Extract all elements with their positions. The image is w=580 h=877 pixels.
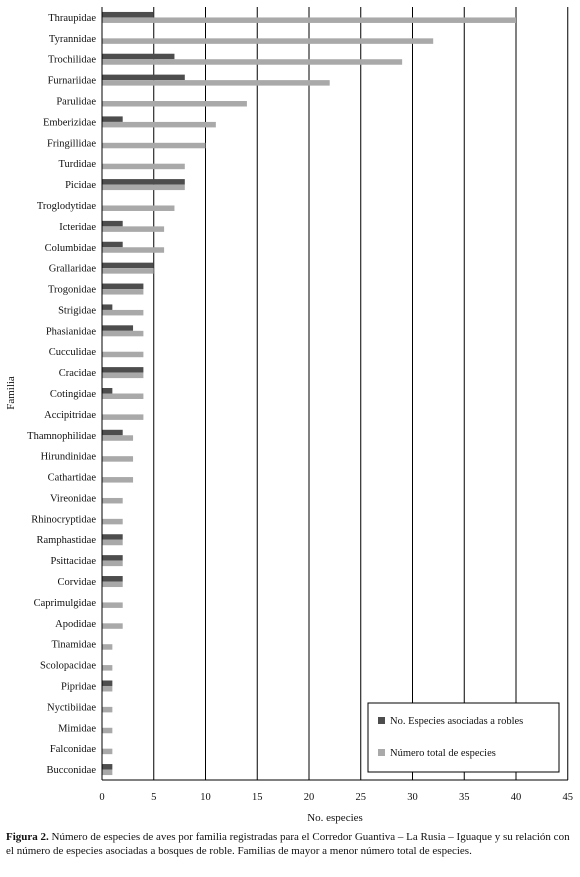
y-axis-title: Familia — [5, 376, 17, 410]
bar-robles — [102, 534, 123, 540]
bar-total — [102, 331, 143, 337]
legend — [368, 703, 559, 772]
category-label: Furnariidae — [47, 75, 96, 87]
category-label: Bucconidae — [46, 765, 96, 777]
legend-label-robles: No. Especies asociadas a robles — [390, 716, 524, 727]
category-label: Emberizidae — [42, 117, 96, 129]
bar-total — [102, 17, 516, 23]
bar-robles — [102, 221, 123, 227]
category-label: Cathartidae — [47, 472, 96, 484]
category-label: Corvidae — [57, 577, 96, 589]
bar-robles — [102, 179, 185, 185]
bar-total — [102, 122, 216, 128]
bar-total — [102, 352, 143, 358]
bar-total — [102, 226, 164, 232]
bar-robles — [102, 555, 123, 561]
category-label: Grallaridae — [48, 263, 96, 275]
bar-total — [102, 707, 112, 713]
category-label: Hirundinidae — [40, 451, 96, 463]
bar-total — [102, 38, 433, 44]
category-label: Accipitridae — [44, 409, 96, 421]
category-label: Ramphastidae — [36, 535, 96, 547]
bar-total — [102, 373, 143, 379]
bar-total — [102, 561, 123, 567]
bar-robles — [102, 263, 154, 269]
bar-total — [102, 498, 123, 504]
legend-box — [368, 703, 559, 772]
category-label: Columbidae — [44, 242, 96, 254]
bar-robles — [102, 242, 123, 248]
bar-robles — [102, 304, 112, 310]
category-label: Vireonidae — [49, 493, 96, 505]
bar-robles — [102, 284, 143, 290]
category-label: Fringillidae — [47, 138, 96, 150]
x-tick-label: 5 — [151, 792, 157, 803]
bar-total — [102, 540, 123, 546]
bar-total — [102, 686, 112, 692]
legend-swatch-total — [378, 749, 385, 756]
legend-label-total: Número total de especies — [390, 748, 496, 759]
bar-robles — [102, 764, 112, 770]
x-axis-title: No. especies — [307, 812, 363, 824]
category-label: Thraupidae — [48, 12, 96, 24]
bar-total — [102, 519, 123, 525]
category-label: Cracidae — [58, 368, 96, 380]
category-label: Psittacidae — [50, 556, 96, 568]
bar-robles — [102, 680, 112, 686]
bar-total — [102, 456, 133, 462]
bar-total — [102, 644, 112, 650]
x-tick-label: 30 — [407, 792, 418, 803]
bar-total — [102, 749, 112, 755]
category-label: Cucculidae — [48, 347, 96, 359]
category-label: Trogonidae — [47, 284, 96, 296]
bar-robles — [102, 388, 112, 394]
bar-total — [102, 289, 143, 295]
bar-robles — [102, 54, 174, 60]
x-tick-label: 10 — [200, 792, 211, 803]
category-label: Tinamidae — [51, 639, 96, 651]
category-label: Phasianidae — [45, 326, 96, 338]
bar-total — [102, 310, 143, 316]
category-label: Caprimulgidae — [33, 597, 96, 609]
bar-robles — [102, 12, 154, 18]
bar-total — [102, 435, 133, 441]
x-tick-label: 15 — [252, 792, 263, 803]
category-label: Pipridae — [61, 681, 96, 693]
bar-robles — [102, 430, 123, 436]
category-label: Picidae — [65, 180, 96, 192]
bar-robles — [102, 116, 123, 122]
category-label: Falconidae — [49, 744, 96, 756]
caption-text: Número de especies de aves por familia registradas para el Corredor Guantiva – La Rusia – Iguaque y su relación con el número de especies asociadas a bosques de roble. Familias de mayor a menor número total de especies. — [6, 831, 570, 857]
bar-total — [102, 477, 133, 483]
category-label: Parulidae — [56, 96, 96, 108]
bar-robles — [102, 367, 143, 373]
x-tick-label: 45 — [562, 792, 573, 803]
category-label: Tyrannidae — [48, 33, 96, 45]
bar-total — [102, 582, 123, 588]
bar-total — [102, 143, 206, 149]
bar-total — [102, 602, 123, 608]
category-label: Strigidae — [58, 305, 96, 317]
category-label: Mimidae — [58, 723, 96, 735]
x-tick-label: 40 — [510, 792, 522, 803]
category-label: Nyctibiidae — [47, 702, 96, 714]
category-label: Rhinocryptidae — [31, 514, 96, 526]
category-label: Trochilidae — [47, 54, 96, 66]
category-label: Scolopacidae — [40, 660, 96, 672]
caption-label: Figura 2. — [6, 831, 49, 843]
x-tick-label: 25 — [355, 792, 366, 803]
bar-total — [102, 394, 143, 400]
x-tick-label: 0 — [99, 792, 105, 803]
legend-swatch-robles — [378, 717, 385, 724]
bar-total — [102, 247, 164, 253]
bar-robles — [102, 75, 185, 81]
bar-total — [102, 623, 123, 629]
bar-total — [102, 101, 247, 107]
bar-total — [102, 80, 330, 86]
category-label: Cotingidae — [49, 389, 96, 400]
bar-total — [102, 770, 112, 776]
bar-total — [102, 185, 185, 191]
category-label: Turdidae — [58, 159, 96, 171]
category-label: Troglodytidae — [36, 200, 96, 212]
bar-total — [102, 414, 143, 420]
bar-total — [102, 268, 154, 274]
bar-total — [102, 665, 112, 671]
category-label: Thamnophilidae — [27, 430, 96, 442]
bar-total — [102, 205, 174, 211]
x-tick-label: 20 — [303, 792, 315, 803]
bar-total — [102, 59, 402, 65]
category-label: Icteridae — [59, 221, 96, 233]
bar-robles — [102, 576, 123, 582]
x-tick-label: 35 — [459, 792, 470, 803]
bar-total — [102, 728, 112, 734]
category-label: Apodidae — [55, 618, 96, 630]
figure-caption — [6, 830, 574, 858]
bar-robles — [102, 325, 133, 331]
bar-total — [102, 164, 185, 170]
